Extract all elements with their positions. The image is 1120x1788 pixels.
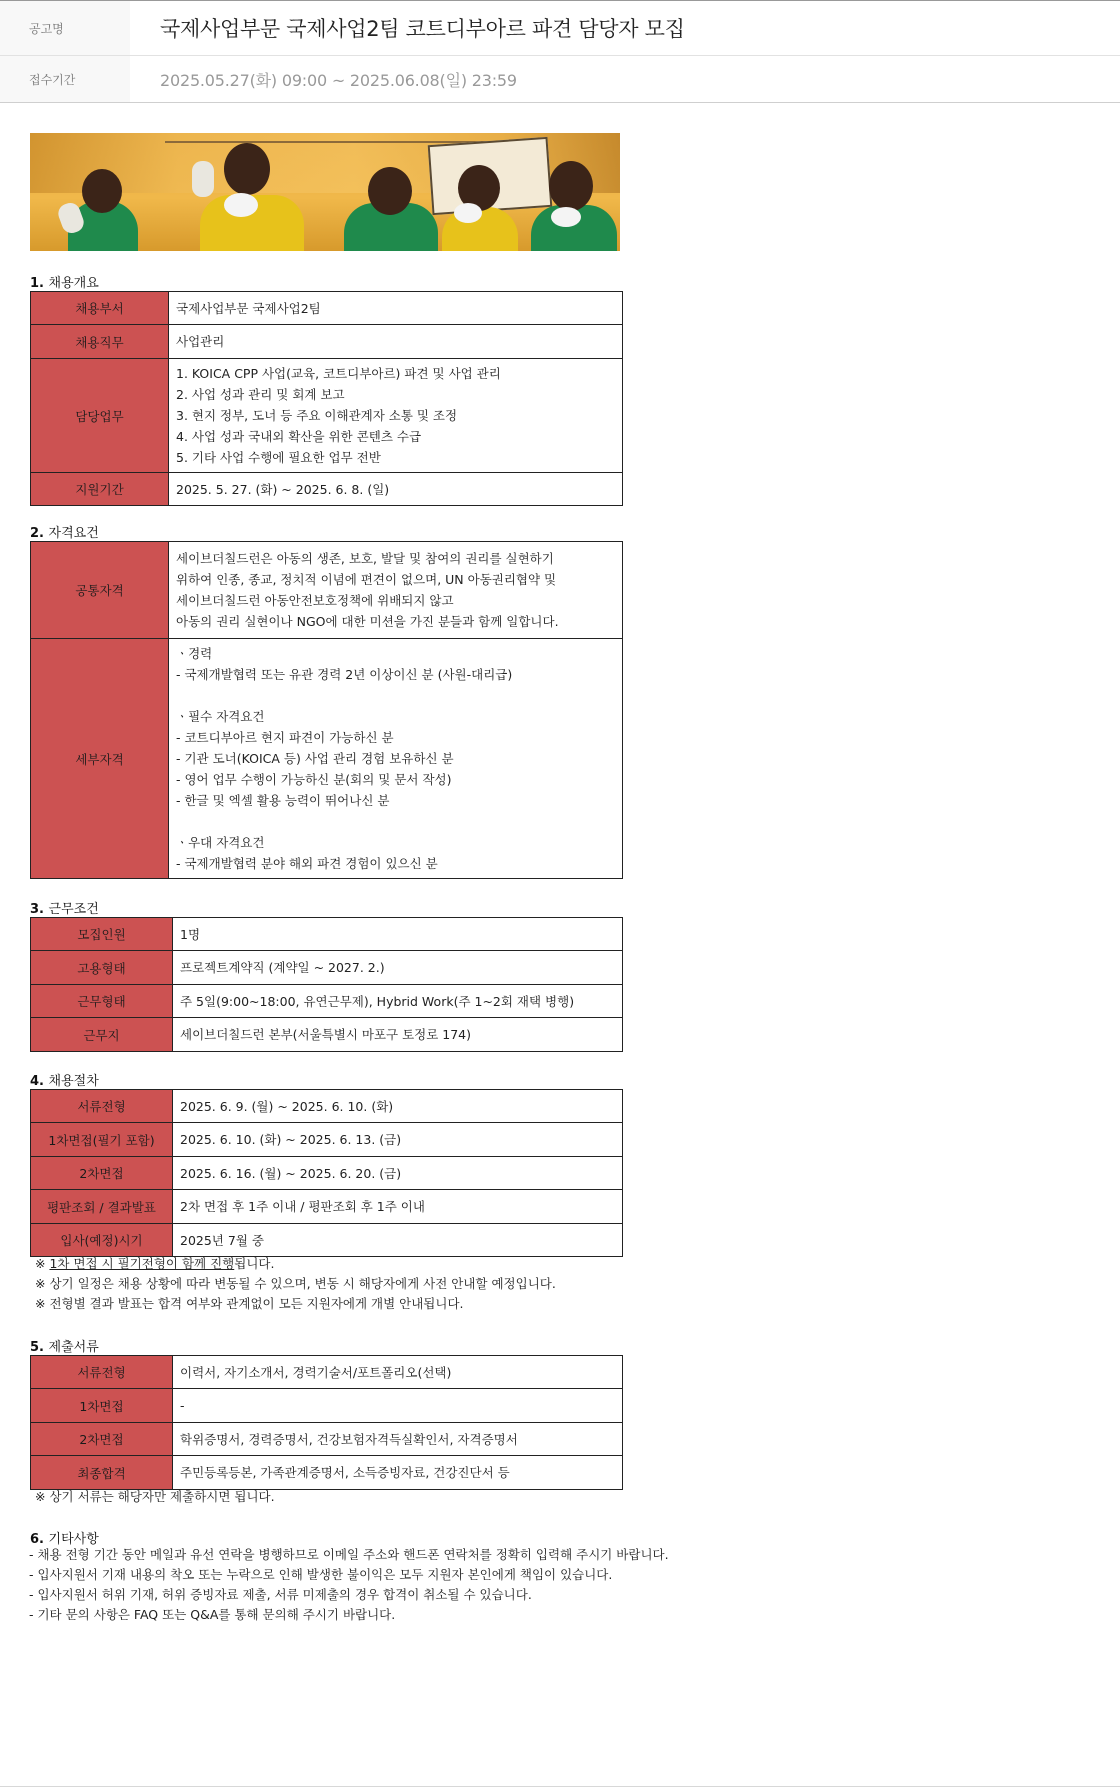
- row-label: 모집인원: [31, 918, 173, 951]
- row-value: 2025년 7월 중: [173, 1224, 623, 1257]
- process-note-1: ※ 1차 면접 시 필기전형이 함께 진행됩니다.: [35, 1256, 275, 1271]
- row-label: 근무지: [31, 1018, 173, 1052]
- row-value: 학위증명서, 경력증명서, 건강보험자격득실확인서, 자격증명서: [173, 1423, 623, 1456]
- banner-image: [30, 133, 620, 251]
- table-row: [31, 1423, 623, 1456]
- row-value: 주 5일(9:00~18:00, 유연근무제), Hybrid Work(주 1~2회 재택 병행): [173, 985, 623, 1018]
- row-value: 2025. 6. 10. (화) ~ 2025. 6. 13. (금): [173, 1123, 623, 1157]
- job-post-header: [0, 0, 1120, 103]
- table-row: [31, 1190, 623, 1224]
- section-title-documents: 5. 제출서류: [30, 1340, 99, 1355]
- section-title-etc: 6. 기타사항: [30, 1532, 99, 1547]
- table-row: [31, 985, 623, 1018]
- table-row: [31, 951, 623, 985]
- title-row: [0, 1, 1120, 56]
- row-label: 입사(예정)시기: [31, 1224, 173, 1257]
- section-title-process: 4. 채용절차: [30, 1074, 99, 1089]
- row-label: 1차면접: [31, 1389, 173, 1423]
- row-value: 1. KOICA CPP 사업(교육, 코트디부아르) 파견 및 사업 관리 2. 사업 성과 관리 및 회계 보고 3. 현지 정부, 도너 등 주요 이해관계자 소통 및 조정 4. 사업 성과 국내외 확산을 위한 콘텐츠 수급 5. 기타 사업 수행에 필요한 업무 전반: [169, 359, 623, 473]
- process-table: [30, 1089, 623, 1257]
- row-value: 프로젝트계약직 (계약일 ~ 2027. 2.): [173, 951, 623, 985]
- row-label: 1차면접(필기 포함): [31, 1123, 173, 1157]
- process-note-2: ※ 상기 일정은 채용 상황에 따라 변동될 수 있으며, 변동 시 해당자에게 사전 안내할 예정입니다.: [35, 1276, 556, 1291]
- table-row: [31, 1090, 623, 1123]
- row-value: 2025. 6. 9. (월) ~ 2025. 6. 10. (화): [173, 1090, 623, 1123]
- section-title-conditions: 3. 근무조건: [30, 902, 99, 917]
- row-value: 주민등록등본, 가족관계증명서, 소득증빙자료, 건강진단서 등: [173, 1456, 623, 1490]
- title-label: 공고명: [0, 1, 130, 55]
- table-row: [31, 1389, 623, 1423]
- row-label: 최종합격: [31, 1456, 173, 1490]
- row-label: 서류전형: [31, 1356, 173, 1389]
- row-label: 세부자격: [31, 639, 169, 879]
- table-row: [31, 473, 623, 506]
- row-value: ㆍ경력 - 국제개발협력 또는 유관 경력 2년 이상이신 분 (사원-대리급) ㆍ필수 자격요건 - 코트디부아르 현지 파견이 가능하신 분 - 기관 도너(KOICA 등) 사업 관리 경험 보유하신 분 - 영어 업무 수행이 가능하신 분(회의 및 문서 작성) - 한글 및 엑셀 활용 능력이 뛰어나신 분 ㆍ우대 자격요건 - 국제개발협력 분야 해외 파견 경험이 있으신 분: [169, 639, 623, 879]
- row-value: 2025. 6. 16. (월) ~ 2025. 6. 20. (금): [173, 1157, 623, 1190]
- row-value: -: [173, 1389, 623, 1423]
- row-value: 국제사업부문 국제사업2팀: [169, 292, 623, 325]
- page-bottom-divider: [0, 1786, 1120, 1787]
- overview-table: [30, 291, 623, 506]
- table-row: [31, 639, 623, 879]
- etc-body: - 채용 전형 기간 동안 메일과 유선 연락을 병행하므로 이메일 주소와 핸드폰 연락처를 정확히 입력해 주시기 바랍니다. - 입사지원서 기재 내용의 착오 또는 누락으로 인해 발생한 불이익은 모두 지원자 본인에게 책임이 있습니다. - 입사지원서 허위 기재, 허위 증빙자료 제출, 서류 미제출의 경우 합격이 취소될 수 있습니다. - 기타 문의 사항은 FAQ 또는 Q&A를 통해 문의해 주시기 바랍니다.: [29, 1547, 669, 1622]
- row-label: 고용형태: [31, 951, 173, 985]
- row-value: 사업관리: [169, 325, 623, 359]
- table-row: [31, 1224, 623, 1257]
- row-value: 2025. 5. 27. (화) ~ 2025. 6. 8. (일): [169, 473, 623, 506]
- table-row: [31, 1018, 623, 1052]
- row-label: 2차면접: [31, 1157, 173, 1190]
- section-title-overview: 1. 채용개요: [30, 276, 99, 291]
- row-label: 공통자격: [31, 542, 169, 639]
- section-title-qualifications: 2. 자격요건: [30, 526, 99, 541]
- row-label: 채용부서: [31, 292, 169, 325]
- row-label: 지원기간: [31, 473, 169, 506]
- documents-note: ※ 상기 서류는 해당자만 제출하시면 됩니다.: [35, 1489, 275, 1504]
- row-label: 평판조회 / 결과발표: [31, 1190, 173, 1224]
- row-value: 세이브더칠드런은 아동의 생존, 보호, 발달 및 참여의 권리를 실현하기 위하여 인종, 종교, 정치적 이념에 편견이 없으며, UN 아동권리협약 및 세이브더칠드런 아동안전보호정책에 위배되지 않고 아동의 권리 실현이나 NGO에 대한 미션을 가진 분들과 함께 일합니다.: [169, 542, 623, 639]
- row-value: 세이브더칠드런 본부(서울특별시 마포구 토정로 174): [173, 1018, 623, 1052]
- period-row: [0, 56, 1120, 103]
- row-label: 2차면접: [31, 1423, 173, 1456]
- row-value: 이력서, 자기소개서, 경력기술서/포트폴리오(선택): [173, 1356, 623, 1389]
- row-value: 2차 면접 후 1주 이내 / 평판조회 후 1주 이내: [173, 1190, 623, 1224]
- table-row: [31, 1456, 623, 1490]
- table-row: [31, 918, 623, 951]
- row-label: 근무형태: [31, 985, 173, 1018]
- table-row: [31, 542, 623, 639]
- table-row: [31, 292, 623, 325]
- row-label: 담당업무: [31, 359, 169, 473]
- job-title: 국제사업부문 국제사업2팀 코트디부아르 파견 담당자 모집: [160, 17, 685, 41]
- row-label: 채용직무: [31, 325, 169, 359]
- table-row: [31, 325, 623, 359]
- table-row: [31, 359, 623, 473]
- row-label: 서류전형: [31, 1090, 173, 1123]
- process-note-3: ※ 전형별 결과 발표는 합격 여부와 관계없이 모든 지원자에게 개별 안내됩니다.: [35, 1296, 464, 1311]
- table-row: [31, 1157, 623, 1190]
- conditions-table: [30, 917, 623, 1052]
- documents-table: [30, 1355, 623, 1490]
- row-value: 1명: [173, 918, 623, 951]
- table-row: [31, 1356, 623, 1389]
- table-row: [31, 1123, 623, 1157]
- application-period: 2025.05.27(화) 09:00 ~ 2025.06.08(일) 23:59: [160, 70, 517, 90]
- qualifications-table: [30, 541, 623, 879]
- period-label: 접수기간: [0, 56, 130, 102]
